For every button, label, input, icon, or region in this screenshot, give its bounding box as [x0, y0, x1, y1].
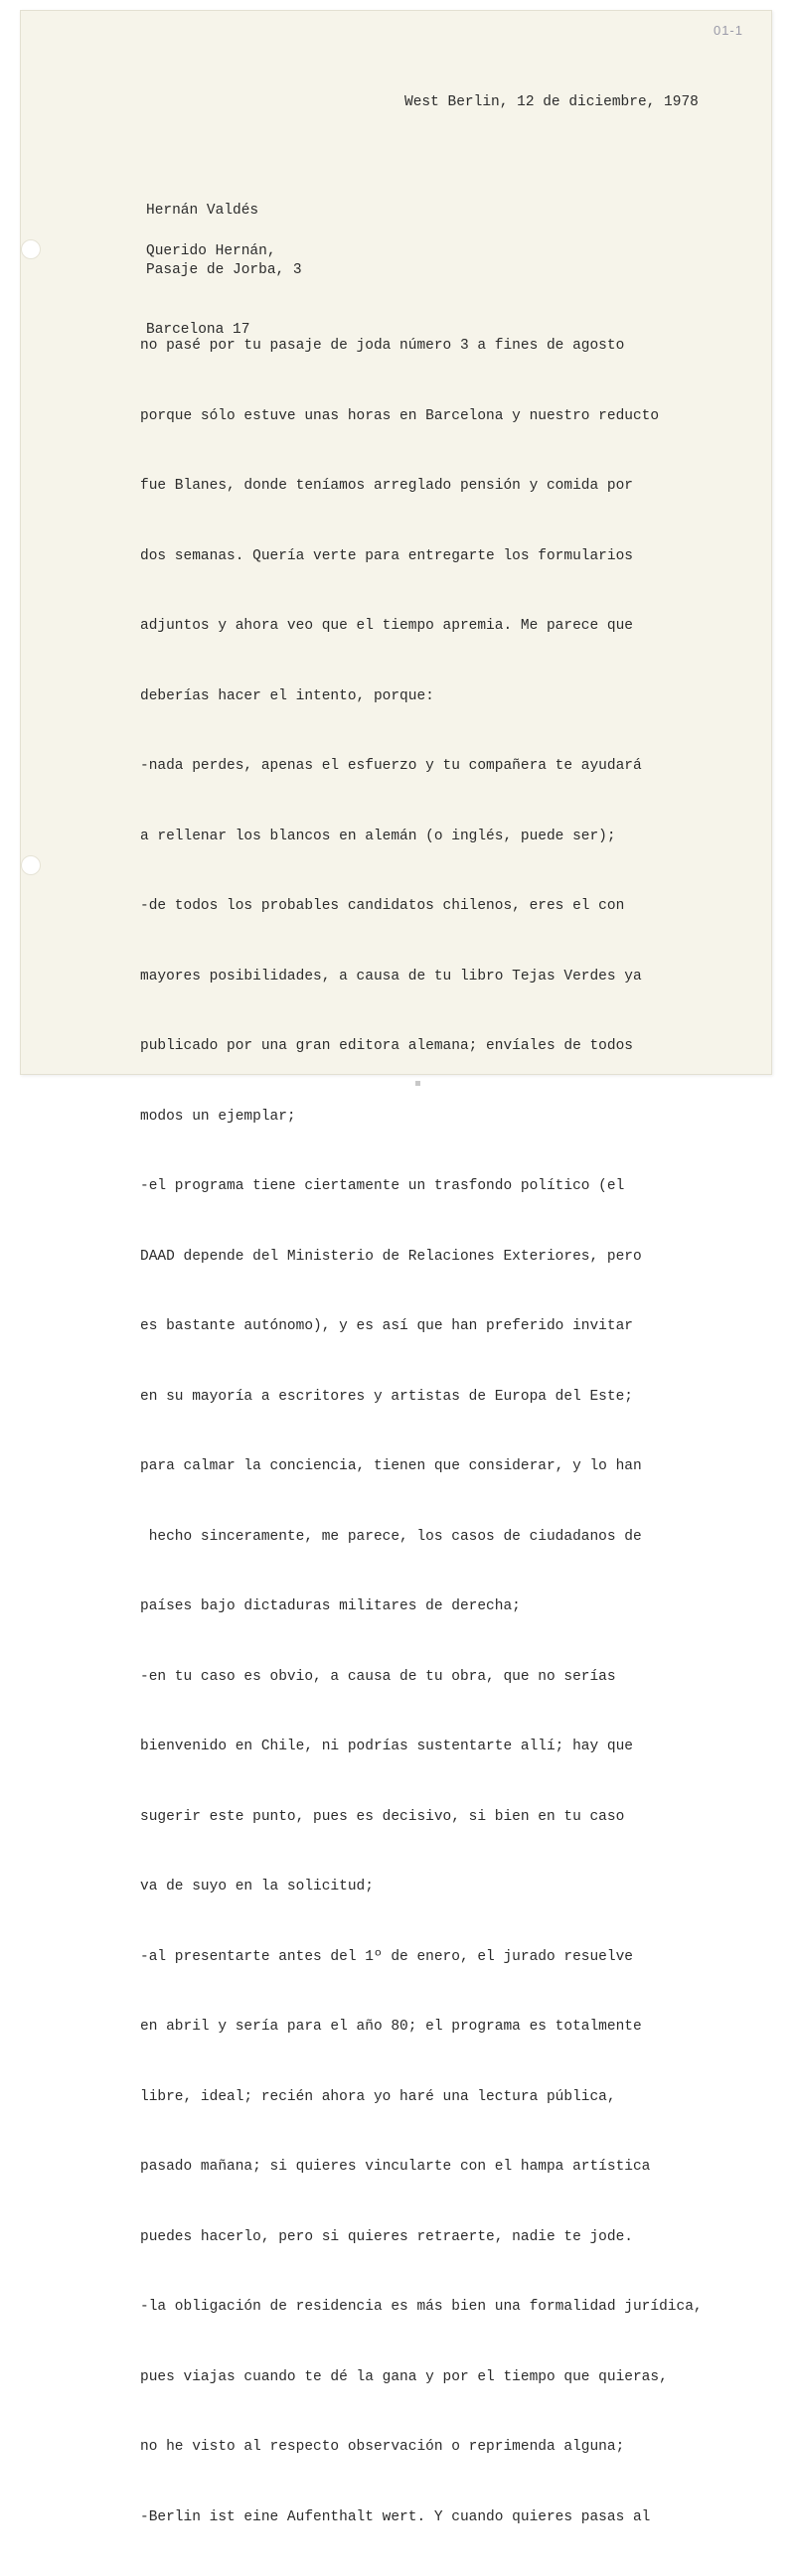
body-line: libre, ideal; recién ahora yo haré una lectura pública, — [140, 2088, 616, 2105]
body-line: hecho sinceramente, me parece, los casos de ciudadanos de — [140, 1528, 642, 1545]
body-line: dos semanas. Quería verte para entregarte los formularios — [140, 547, 633, 564]
salutation: Querido Hernán, — [146, 243, 276, 259]
letter-body — [140, 288, 703, 2576]
body-line: -el programa tiene ciertamente un trasfondo político (el — [140, 1178, 625, 1194]
body-line: -de todos los probables candidatos chilenos, eres el con — [140, 898, 625, 914]
body-line: no he visto al respecto observación o reprimenda alguna; — [140, 2439, 625, 2455]
body-line: va de suyo en la solicitud; — [140, 1879, 374, 1894]
scan-mark — [415, 1081, 420, 1086]
body-line: en abril y sería para el año 80; el programa es totalmente — [140, 2019, 642, 2035]
letter-page — [20, 10, 772, 2525]
body-line: no pasé por tu pasaje de joda número 3 a fines de agosto — [140, 338, 625, 354]
body-line: puedes hacerlo, pero si quieres retraerte, nadie te jode. — [140, 2228, 633, 2245]
body-line: porque sólo estuve unas horas en Barcelona y nuestro reducto — [140, 407, 660, 424]
dateline: West Berlin, 12 de diciembre, 1978 — [404, 94, 699, 110]
recipient-street: Pasaje de Jorba, 3 — [146, 262, 302, 278]
recipient-name: Hernán Valdés — [146, 203, 259, 219]
body-line: es bastante autónomo), y es así que han preferido invitar — [140, 1318, 633, 1334]
body-line: -la obligación de residencia es más bien una formalidad jurídica, — [140, 2299, 703, 2315]
body-line: -Berlin ist eine Aufenthalt wert. Y cuando quieres pasas al — [140, 2508, 651, 2525]
body-line: a rellenar los blancos en alemán (o inglés, puede ser); — [140, 828, 616, 844]
punch-hole — [21, 239, 41, 259]
body-line: fue Blanes, donde teníamos arreglado pensión y comida por — [140, 478, 633, 494]
body-line: bienvenido en Chile, ni podrías sustentarte allí; hay que — [140, 1739, 633, 1754]
body-line: pues viajas cuando te dé la gana y por el tiempo que quieras, — [140, 2368, 668, 2385]
body-line: publicado por una gran editora alemana; envíales de todos — [140, 1038, 633, 1054]
body-line: adjuntos y ahora veo que el tiempo apremia. Me parece que — [140, 618, 633, 634]
body-line: para calmar la conciencia, tienen que considerar, y lo han — [140, 1458, 642, 1474]
body-line: -al presentarte antes del 1º de enero, el jurado resuelve — [140, 1948, 633, 1965]
body-line: deberías hacer el intento, porque: — [140, 687, 434, 704]
body-line: DAAD depende del Ministerio de Relaciones Exteriores, pero — [140, 1248, 642, 1265]
body-line: mayores posibilidades, a causa de tu libro Tejas Verdes ya — [140, 968, 642, 985]
recipient-city: Barcelona 17 — [146, 322, 250, 338]
body-line: sugerir este punto, pues es decisivo, si bien en tu caso — [140, 1808, 625, 1825]
folio-number: 01-1 — [713, 23, 743, 38]
body-line: -nada perdes, apenas el esfuerzo y tu compañera te ayudará — [140, 758, 642, 774]
body-line: en su mayoría a escritores y artistas de Europa del Este; — [140, 1388, 633, 1405]
punch-hole — [21, 855, 41, 875]
body-line: modos un ejemplar; — [140, 1108, 296, 1125]
body-line: -en tu caso es obvio, a causa de tu obra, que no serías — [140, 1668, 616, 1685]
body-line: pasado mañana; si quieres vincularte con el hampa artística — [140, 2159, 651, 2175]
body-line: países bajo dictaduras militares de derecha; — [140, 1598, 521, 1614]
